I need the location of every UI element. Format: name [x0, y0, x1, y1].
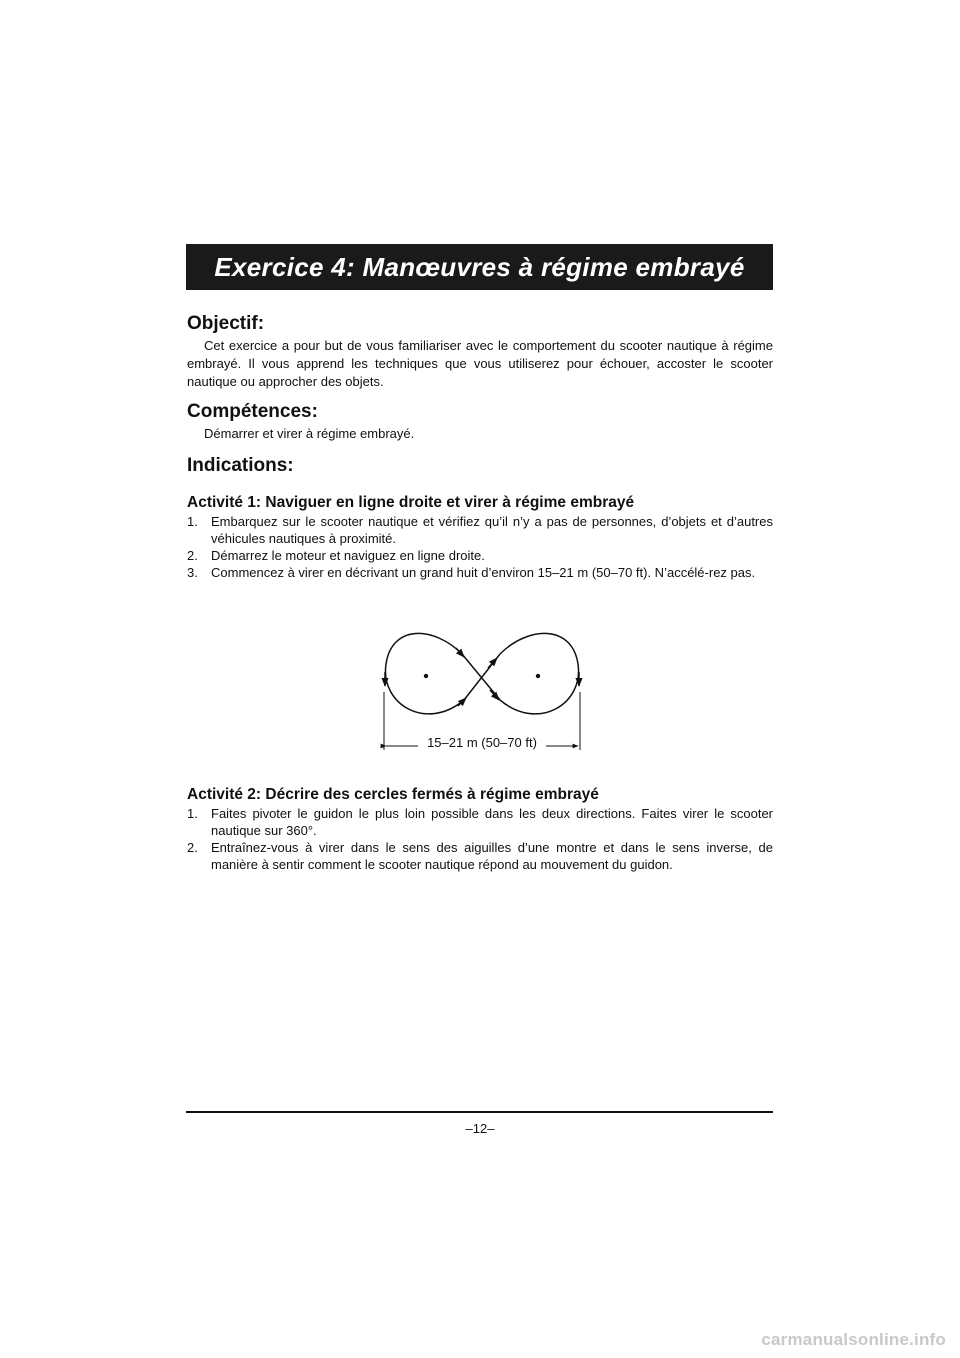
- activite2-section: [187, 786, 773, 873]
- activite1-steps: [187, 513, 773, 581]
- arrow-marker: [488, 658, 497, 668]
- dimension-label: 15–21 m (50–70 ft): [427, 735, 537, 750]
- step-number: 1.: [187, 806, 198, 821]
- page-title: Exercice 4: Manœuvres à régime embrayé: [214, 251, 745, 282]
- footer-divider: [186, 1111, 773, 1113]
- activite1-section: [187, 494, 773, 581]
- page-number: –12–: [465, 1121, 495, 1136]
- objectif-text: Cet exercice a pour but de vous familiariser avec le comportement du scooter nautique à régime embrayé. Il vous apprend les techniques que vous utiliserez pour échouer, accoster le scooter nautique ou approcher des objets.: [187, 338, 773, 389]
- competences-heading: Compétences:: [187, 401, 318, 422]
- title-banner: [186, 244, 773, 290]
- indications-section: [187, 455, 773, 477]
- activite1-heading: Activité 1: Naviguer en ligne droite et virer à régime embrayé: [187, 494, 635, 511]
- objectif-section: [187, 313, 773, 391]
- step-number: 3.: [187, 565, 198, 580]
- activite2-heading: Activité 2: Décrire des cercles fermés à régime embrayé: [187, 786, 599, 803]
- arrow-marker: [490, 690, 499, 700]
- step-text: Faites pivoter le guidon le plus loin possible dans les deux directions. Faites virer le scooter nautique sur 360°.: [211, 806, 773, 838]
- arrow-marker: [456, 648, 464, 657]
- objectif-heading: Objectif:: [187, 313, 265, 334]
- left-center-dot: [424, 674, 428, 678]
- step-text: Embarquez sur le scooter nautique et vérifiez qu’il n’y a pas de personnes, d’objets et d’autres véhicules nautiques à proximité.: [211, 514, 773, 546]
- arrow-marker: [458, 698, 466, 706]
- list-item: [187, 805, 773, 839]
- step-number: 2.: [187, 548, 198, 563]
- right-center-dot: [536, 674, 540, 678]
- step-number: 2.: [187, 840, 198, 855]
- step-number: 1.: [187, 514, 198, 529]
- step-text: Commencez à virer en décrivant un grand huit d’environ 15–21 m (50–70 ft). N’accélé-rez pas.: [211, 565, 756, 580]
- right-loop-arc: [500, 633, 579, 713]
- list-item: [187, 513, 773, 547]
- list-item: [187, 564, 773, 581]
- list-item: [187, 839, 773, 873]
- competences-text: Démarrer et virer à régime embrayé.: [204, 426, 415, 441]
- activite2-steps: [187, 805, 773, 873]
- watermark: carmanualsonline.info: [761, 1330, 946, 1349]
- figure-eight-diagram: [372, 624, 592, 754]
- step-text: Démarrez le moteur et naviguez en ligne droite.: [211, 548, 485, 563]
- step-text: Entraînez-vous à virer dans le sens des aiguilles d’une montre et dans le sens inverse, de manière à sentir comment le scooter nautique répond au mouvement du guidon.: [211, 840, 773, 872]
- left-loop-arc: [385, 633, 464, 713]
- list-item: [187, 547, 773, 564]
- indications-heading: Indications:: [187, 455, 294, 476]
- competences-section: [187, 401, 773, 443]
